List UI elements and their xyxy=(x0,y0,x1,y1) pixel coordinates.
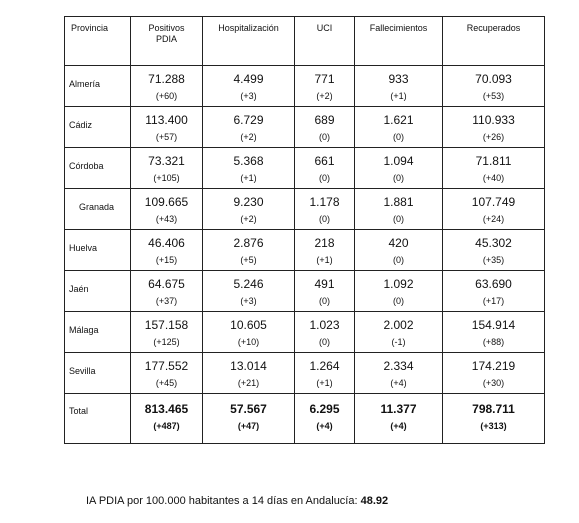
province-cell: Total xyxy=(65,394,131,444)
data-cell xyxy=(131,148,203,189)
data-cell xyxy=(295,189,355,230)
cell-delta: (+21) xyxy=(237,378,260,388)
data-cell xyxy=(295,107,355,148)
table-row xyxy=(65,148,545,189)
cell-value: 157.158 xyxy=(144,318,189,332)
data-cell xyxy=(131,353,203,394)
cell-value: 45.302 xyxy=(475,236,512,250)
cell-delta: (+40) xyxy=(482,173,505,183)
cell-delta: (+88) xyxy=(482,337,505,347)
cell-delta: (0) xyxy=(319,337,330,347)
cell-value: 1.023 xyxy=(309,318,340,332)
cell-value: 9.230 xyxy=(233,195,264,209)
data-cell xyxy=(443,312,545,353)
cell-delta: (+37) xyxy=(155,296,178,306)
cell-delta: (+24) xyxy=(482,214,505,224)
cell-delta: (0) xyxy=(393,132,404,142)
cell-value: 57.567 xyxy=(230,402,267,416)
cell-value: 5.368 xyxy=(233,154,264,168)
cell-delta: (+35) xyxy=(482,255,505,265)
cell-value: 5.246 xyxy=(233,277,264,291)
data-cell xyxy=(355,394,443,444)
data-cell xyxy=(203,353,295,394)
data-cell xyxy=(355,107,443,148)
cell-delta: (+1) xyxy=(316,255,333,265)
cell-value: 1.094 xyxy=(383,154,414,168)
cell-delta: (+57) xyxy=(155,132,178,142)
cell-value: 2.334 xyxy=(383,359,414,373)
cell-value: 4.499 xyxy=(233,72,264,86)
cell-delta: (0) xyxy=(319,296,330,306)
data-cell xyxy=(443,148,545,189)
data-cell xyxy=(203,148,295,189)
cell-delta: (+1) xyxy=(390,91,407,101)
covid-andalucia-table xyxy=(64,16,545,444)
cell-value: 177.552 xyxy=(144,359,189,373)
table-body xyxy=(65,66,545,444)
table-row xyxy=(65,312,545,353)
cell-value: 174.219 xyxy=(471,359,516,373)
cell-delta: (+53) xyxy=(482,91,505,101)
data-cell xyxy=(355,353,443,394)
cell-value: 13.014 xyxy=(230,359,267,373)
header-positivos-label: Positivos PDIA xyxy=(148,23,185,44)
cell-delta: (+4) xyxy=(316,421,333,431)
data-cell xyxy=(355,148,443,189)
header-positivos xyxy=(131,17,203,66)
cell-value: 63.690 xyxy=(475,277,512,291)
cell-value: 113.400 xyxy=(145,113,188,127)
cell-value: 110.933 xyxy=(472,113,515,127)
data-cell xyxy=(355,189,443,230)
table-row xyxy=(65,230,545,271)
cell-delta: (+2) xyxy=(240,214,257,224)
data-cell xyxy=(203,230,295,271)
data-cell xyxy=(295,271,355,312)
data-cell xyxy=(355,66,443,107)
data-cell xyxy=(443,394,545,444)
cell-delta: (+30) xyxy=(482,378,505,388)
cell-value: 420 xyxy=(388,236,409,250)
cell-delta: (0) xyxy=(319,214,330,224)
cell-value: 1.092 xyxy=(383,277,414,291)
data-cell xyxy=(203,312,295,353)
data-cell xyxy=(443,230,545,271)
cell-delta: (+1) xyxy=(240,173,257,183)
data-cell xyxy=(131,230,203,271)
cell-value: 2.876 xyxy=(233,236,264,250)
cell-value: 771 xyxy=(314,72,335,86)
data-cell xyxy=(131,107,203,148)
cell-value: 71.811 xyxy=(475,154,512,168)
province-cell: Sevilla xyxy=(65,353,131,394)
cell-delta: (0) xyxy=(393,173,404,183)
cell-value: 661 xyxy=(314,154,335,168)
data-cell xyxy=(355,271,443,312)
cell-delta: (+47) xyxy=(237,421,260,431)
data-cell xyxy=(443,107,545,148)
cell-value: 689 xyxy=(314,113,335,127)
cell-delta: (+3) xyxy=(240,296,257,306)
data-cell xyxy=(355,312,443,353)
province-cell: Huelva xyxy=(65,230,131,271)
cell-value: 218 xyxy=(314,236,335,250)
data-cell xyxy=(203,107,295,148)
cell-delta: (0) xyxy=(393,214,404,224)
header-uci: UCI xyxy=(295,17,355,66)
cell-delta: (+15) xyxy=(155,255,178,265)
cell-delta: (+2) xyxy=(240,132,257,142)
cell-value: 2.002 xyxy=(383,318,414,332)
cell-value: 1.264 xyxy=(309,359,340,373)
cell-delta: (+60) xyxy=(155,91,178,101)
cell-value: 798.711 xyxy=(472,402,515,416)
cell-value: 1.621 xyxy=(383,113,414,127)
header-row xyxy=(65,17,545,66)
data-cell xyxy=(295,230,355,271)
cell-delta: (0) xyxy=(393,296,404,306)
cell-delta: (+105) xyxy=(153,173,180,183)
data-cell xyxy=(131,189,203,230)
province-cell: Almería xyxy=(65,66,131,107)
incidence-footnote xyxy=(86,495,388,507)
cell-delta: (+487) xyxy=(153,421,180,431)
cell-value: 813.465 xyxy=(144,402,189,416)
cell-delta: (+26) xyxy=(482,132,505,142)
cell-delta: (+2) xyxy=(316,91,333,101)
data-cell xyxy=(203,66,295,107)
cell-delta: (+5) xyxy=(240,255,257,265)
data-cell xyxy=(443,353,545,394)
cell-value: 6.729 xyxy=(233,113,264,127)
cell-value: 64.675 xyxy=(148,277,185,291)
cell-value: 11.377 xyxy=(380,402,417,416)
cell-value: 46.406 xyxy=(148,236,185,250)
data-cell xyxy=(295,148,355,189)
data-cell xyxy=(203,189,295,230)
cell-value: 70.093 xyxy=(475,72,512,86)
header-fallecimientos: Fallecimientos xyxy=(355,17,443,66)
province-cell: Cádiz xyxy=(65,107,131,148)
cell-value: 1.881 xyxy=(383,195,414,209)
cell-value: 933 xyxy=(388,72,409,86)
cell-delta: (+4) xyxy=(390,378,407,388)
cell-value: 10.605 xyxy=(230,318,267,332)
data-cell xyxy=(443,189,545,230)
cell-value: 154.914 xyxy=(471,318,516,332)
cell-value: 6.295 xyxy=(309,402,340,416)
data-cell xyxy=(203,271,295,312)
table-row xyxy=(65,353,545,394)
cell-delta: (+1) xyxy=(316,378,333,388)
data-cell xyxy=(203,394,295,444)
data-cell xyxy=(295,394,355,444)
cell-delta: (-1) xyxy=(391,337,406,347)
data-cell xyxy=(131,394,203,444)
data-cell xyxy=(131,271,203,312)
cell-delta: (+125) xyxy=(153,337,180,347)
province-cell: Málaga xyxy=(65,312,131,353)
table-row xyxy=(65,394,545,444)
data-cell xyxy=(295,353,355,394)
table-row xyxy=(65,66,545,107)
covid-table-container xyxy=(64,16,544,444)
data-cell xyxy=(131,312,203,353)
footnote-value: 48.92 xyxy=(360,495,389,507)
table-row xyxy=(65,107,545,148)
data-cell xyxy=(443,66,545,107)
header-hospitalizacion: Hospitalización xyxy=(203,17,295,66)
table-row xyxy=(65,189,545,230)
cell-delta: (+17) xyxy=(482,296,505,306)
data-cell xyxy=(131,66,203,107)
cell-delta: (+313) xyxy=(480,421,507,431)
cell-delta: (0) xyxy=(319,173,330,183)
province-cell: Córdoba xyxy=(65,148,131,189)
data-cell xyxy=(443,271,545,312)
cell-delta: (0) xyxy=(393,255,404,265)
cell-value: 71.288 xyxy=(148,72,185,86)
cell-delta: (+4) xyxy=(390,421,407,431)
data-cell xyxy=(295,312,355,353)
header-provincia: Provincia xyxy=(65,17,131,66)
cell-delta: (+3) xyxy=(240,91,257,101)
cell-delta: (+43) xyxy=(155,214,178,224)
cell-value: 73.321 xyxy=(148,154,185,168)
footnote-text: IA PDIA por 100.000 habitantes a 14 días en Andalucía: xyxy=(86,495,361,507)
cell-value: 1.178 xyxy=(309,195,340,209)
cell-delta: (0) xyxy=(319,132,330,142)
province-cell: Jaén xyxy=(65,271,131,312)
cell-delta: (+45) xyxy=(155,378,178,388)
cell-value: 107.749 xyxy=(471,195,516,209)
province-cell: Granada xyxy=(65,189,131,230)
cell-delta: (+10) xyxy=(237,337,260,347)
data-cell xyxy=(355,230,443,271)
header-recuperados: Recuperados xyxy=(443,17,545,66)
cell-value: 109.665 xyxy=(144,195,189,209)
data-cell xyxy=(295,66,355,107)
cell-value: 491 xyxy=(314,277,335,291)
table-row xyxy=(65,271,545,312)
